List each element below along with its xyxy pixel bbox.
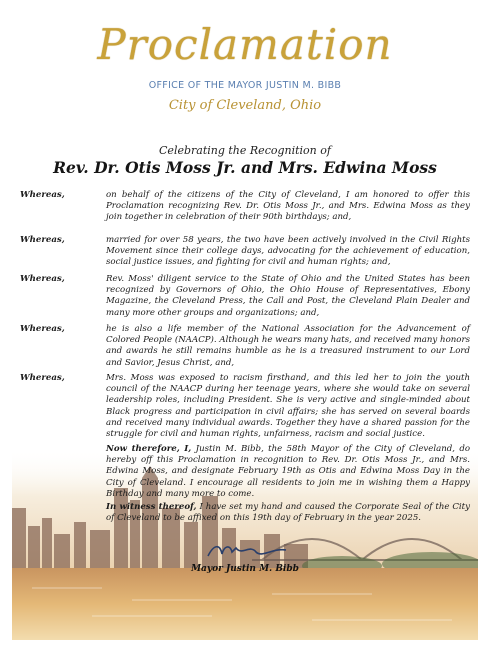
- now-therefore-lead: Now therefore, I,: [106, 444, 192, 454]
- whereas-clause: [20, 274, 470, 319]
- signer-name: Mayor Justin M. Bibb: [191, 564, 299, 574]
- whereas-text: married for over 58 years, the two have been actively involved in the Civil Rights Movement since their college days, advocating for the achievement of education, social justice issues, and fighting for civil and human rights; and,: [106, 235, 470, 268]
- office-heading: OFFICE OF THE MAYOR JUSTIN M. BIBB: [148, 80, 342, 91]
- celebrating-line: Celebrating the Recognition of: [159, 144, 331, 157]
- witness-paragraph: [106, 502, 470, 524]
- witness-text: I have set my hand and caused the Corporate Seal of the City of Cleveland to be affixed on this 19th day of February in the year 2025.: [106, 502, 470, 524]
- proclamation-page: [12, 8, 478, 640]
- whereas-label: Whereas,: [20, 235, 65, 245]
- honorees-heading: Rev. Dr. Otis Moss Jr. and Mrs. Edwina Moss: [53, 158, 437, 177]
- whereas-label: Whereas,: [20, 190, 65, 200]
- whereas-label: Whereas,: [20, 324, 65, 334]
- whereas-text: he is also a life member of the National Association for the Advancement of Colored People (NAACP). Although he wears many hats, and received many honors and awards he still remains humble as he is a treasured instrument to our Lord and Savior, Jesus Christ, and,: [106, 324, 470, 368]
- whereas-clause: [20, 373, 470, 440]
- mayor-signature: [202, 540, 292, 560]
- now-therefore-text: Justin M. Bibb, the 58th Mayor of the City of Cleveland, do hereby off this Proclamation in recognition to Rev. Dr. Otis Moss Jr., and Mrs. Edwina Moss, and designate February 19th as Otis and Edwina Moss Day in the City of Cleveland. I encourage all residents to join me in wishing them a Happy Birthday and many more to come.: [106, 444, 471, 499]
- witness-lead: In witness thereof,: [106, 502, 197, 512]
- now-therefore-paragraph: [106, 444, 470, 500]
- proclamation-title: Proclamation: [97, 20, 393, 69]
- whereas-text: Rev. Moss' diligent service to the State of Ohio and the United States has been recognized by Governors of Ohio, the Ohio House of Representatives, Ebony Magazine, the Cleveland Press, the Call and Post, the Cleveland Plain Dealer and many more other groups and organizations; and,: [106, 274, 470, 318]
- whereas-clause: [20, 324, 470, 369]
- whereas-clause: [20, 190, 470, 224]
- whereas-text: on behalf of the citizens of the City of Cleveland, I am honored to offer this Proclamation recognizing Rev. Dr. Otis Moss Jr., and Mrs. Edwina Moss as they join together in celebration of their 90th birthdays; and,: [106, 190, 470, 223]
- whereas-text: Mrs. Moss was exposed to racism firsthand, and this led her to join the youth council of the NAACP during her teenage years, where she would take on several leadership roles, including President. She is very active and single-minded about Black progress and participation in civil affairs; she has served on several boards and received many individual awards. Together they have a shared passion for the struggle for civil and human rights, unfairness, racism and social justice.: [106, 373, 470, 440]
- city-heading: City of Cleveland, Ohio: [168, 98, 322, 113]
- whereas-label: Whereas,: [20, 274, 65, 284]
- whereas-label: Whereas,: [20, 373, 65, 383]
- whereas-clause: [20, 235, 470, 269]
